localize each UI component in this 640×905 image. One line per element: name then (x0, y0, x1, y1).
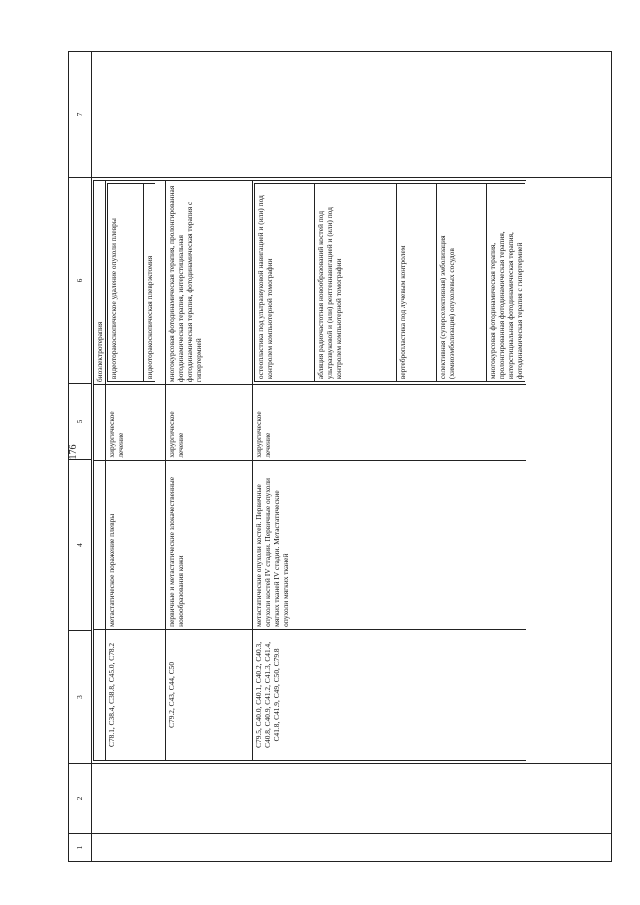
table-row (253, 181, 527, 761)
header-cell-7: 7 (69, 52, 92, 178)
treatment-type: хирургическое лечение (166, 385, 253, 461)
treatment-type: хирургическое лечение (253, 385, 527, 461)
table-row (106, 181, 166, 761)
diagnosis: метастатическое поражение плевры (106, 460, 166, 629)
method-group (253, 181, 527, 385)
method: многокурсовая фотодинамическая терапия, пролонгированная фотодинамическая терапия, интерстициальная фотодинамическая терапия, фотодинамическая терапия с гипертермией (487, 184, 526, 382)
method-group (106, 181, 166, 385)
diagnosis: первичные и метастатические злокачественные новообразования кожи (166, 460, 253, 629)
content-cell (92, 178, 612, 764)
header-cell-5: 5 (69, 384, 92, 460)
header-row (69, 52, 92, 862)
method: остеопластика под ультразвуковой навигацией и (или) под контролем компьютерной томографии (255, 184, 315, 382)
method: селективная (суперселективная) эмболизация (химиоэмболизация) опухолевых сосудов (437, 184, 487, 382)
col1-cell (92, 834, 612, 862)
icd-codes: C79.5, C40.0, C40.1, C40.2, C40.3, C40.8, C40.9, C41.2, C41.3, C41.4, C41.8, C41.9, C49, C50, C79.8 (253, 629, 527, 760)
header-cell-1: 1 (69, 834, 92, 862)
method: многокурсовая фотодинамическая терапия, пролонгированная фотодинамическая терапия, интерстициальная фотодинамическая терапия, фотодинамическая терапия с гипертермией (166, 181, 253, 385)
table-row (166, 181, 253, 761)
procedures-table (68, 51, 612, 862)
header-cell-4: 4 (69, 460, 92, 631)
method: вертебропластика под лучевым контролем (397, 184, 437, 382)
header-cell-3: 3 (69, 631, 92, 764)
table-row (94, 181, 106, 761)
icd-codes: C79.2, C43, C44, C50 (166, 629, 253, 760)
method: видеоторакоскопическое удаление опухоли плевры (108, 184, 144, 382)
page-number: 176 (68, 444, 79, 460)
rotated-table-container (68, 52, 610, 862)
icd-codes: C78.1, C38.4, C38.8, C45.0, C78.2 (106, 629, 166, 760)
diagnosis: метастатические опухоли костей. Первичные опухоли костей IV стадии. Первичные опухоли мягких тканей IV стадии. Метастатические опухоли мягких тканей (253, 460, 527, 629)
table-body-row (92, 52, 612, 862)
icd-codes (94, 629, 106, 760)
method: абляция радиочастотная новообразований костей под ультразвуковой и (или) рентгеннавигацией и (или) под контролем компьютерной томографии (315, 184, 397, 382)
col2-cell (92, 764, 612, 834)
col7-cell (92, 52, 612, 178)
method: видеоторакоскопическая плеврэктомия (144, 184, 156, 382)
diagnosis (94, 460, 106, 629)
header-cell-2: 2 (69, 764, 92, 834)
header-cell-6: 6 (69, 178, 92, 384)
treatment-type: хирургическое лечение (106, 385, 166, 461)
treatment-type (94, 385, 106, 461)
inner-rows-table (93, 180, 526, 761)
method: биоэлектротерапия (94, 181, 106, 385)
